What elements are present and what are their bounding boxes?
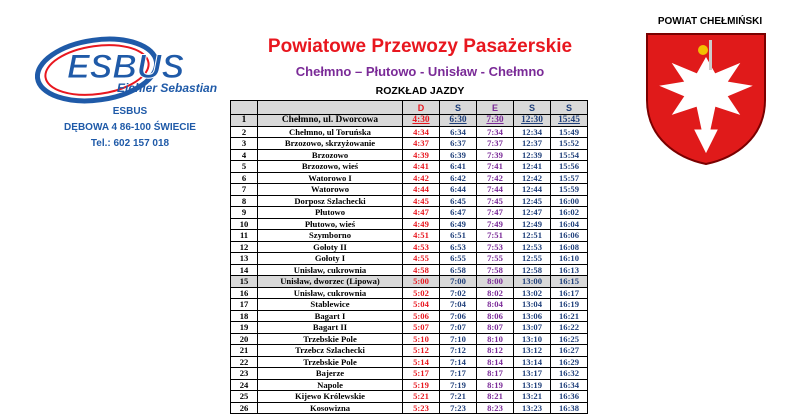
stop-name: Bajerze — [258, 368, 403, 380]
departure-time: 6:55 — [440, 253, 477, 265]
departure-time: 8:12 — [477, 345, 514, 357]
stop-name: Stablewice — [258, 299, 403, 311]
row-number: 17 — [231, 299, 258, 311]
table-row — [231, 402, 588, 414]
departure-time: 15:54 — [551, 149, 588, 161]
header-col-s2: S — [514, 101, 551, 115]
table-row — [231, 241, 588, 253]
stop-name: Brzozowo — [258, 149, 403, 161]
departure-time: 7:41 — [477, 161, 514, 173]
departure-time: 12:55 — [514, 253, 551, 265]
departure-time: 8:04 — [477, 299, 514, 311]
table-row — [231, 276, 588, 288]
departure-time: 4:44 — [403, 184, 440, 196]
departure-time: 16:08 — [551, 241, 588, 253]
row-number: 16 — [231, 287, 258, 299]
row-number: 23 — [231, 368, 258, 380]
departure-time: 4:53 — [403, 241, 440, 253]
departure-time: 12:44 — [514, 184, 551, 196]
departure-time: 7:04 — [440, 299, 477, 311]
departure-time: 4:45 — [403, 195, 440, 207]
table-row — [231, 207, 588, 219]
departure-time: 5:23 — [403, 402, 440, 414]
departure-time: 5:04 — [403, 299, 440, 311]
departure-time: 15:52 — [551, 138, 588, 150]
departure-time: 6:58 — [440, 264, 477, 276]
stop-name: Bagart I — [258, 310, 403, 322]
departure-time: 13:12 — [514, 345, 551, 357]
region-name: POWIAT CHEŁMIŃSKI — [657, 16, 763, 27]
departure-time: 6:34 — [440, 126, 477, 138]
departure-time: 6:53 — [440, 241, 477, 253]
departure-time: 4:51 — [403, 230, 440, 242]
header-stop — [258, 101, 403, 115]
table-row — [231, 138, 588, 150]
departure-time: 7:07 — [440, 322, 477, 334]
departure-time: 5:19 — [403, 379, 440, 391]
departure-time: 5:17 — [403, 368, 440, 380]
departure-time: 7:02 — [440, 287, 477, 299]
row-number: 4 — [231, 149, 258, 161]
stop-name: Watorowo I — [258, 172, 403, 184]
schedule-label: ROZKŁAD JAZDY — [375, 85, 465, 97]
departure-time: 5:06 — [403, 310, 440, 322]
row-number: 6 — [231, 172, 258, 184]
departure-time: 7:49 — [477, 218, 514, 230]
departure-time: 4:55 — [403, 253, 440, 265]
company-name: ESBUS — [112, 106, 148, 117]
departure-time: 4:41 — [403, 161, 440, 173]
departure-time: 13:21 — [514, 391, 551, 403]
table-row — [231, 345, 588, 357]
departure-time: 12:42 — [514, 172, 551, 184]
logo-text: ESBUS — [67, 48, 185, 86]
table-row — [231, 310, 588, 322]
departure-time: 12:41 — [514, 161, 551, 173]
departure-time: 13:00 — [514, 276, 551, 288]
departure-time: 6:37 — [440, 138, 477, 150]
stop-name: Bagart II — [258, 322, 403, 334]
row-number: 25 — [231, 391, 258, 403]
departure-time: 15:59 — [551, 184, 588, 196]
departure-time: 7:23 — [440, 402, 477, 414]
stop-name: Kijewo Królewskie — [258, 391, 403, 403]
departure-time: 7:53 — [477, 241, 514, 253]
departure-time: 4:30 — [403, 115, 440, 127]
header-number — [231, 101, 258, 115]
stop-name: Brzozowo, skrzyżowanie — [258, 138, 403, 150]
departure-time: 8:21 — [477, 391, 514, 403]
row-number: 13 — [231, 253, 258, 265]
route-subtitle: Chełmno – Płutowo - Unisław - Chełmno — [295, 64, 545, 79]
row-number: 22 — [231, 356, 258, 368]
departure-time: 13:14 — [514, 356, 551, 368]
departure-time: 12:34 — [514, 126, 551, 138]
departure-time: 6:39 — [440, 149, 477, 161]
departure-time: 13:04 — [514, 299, 551, 311]
stop-name: Napole — [258, 379, 403, 391]
departure-time: 6:45 — [440, 195, 477, 207]
stop-name: Trzebskie Pole — [258, 333, 403, 345]
departure-time: 12:49 — [514, 218, 551, 230]
table-row — [231, 322, 588, 334]
departure-time: 7:39 — [477, 149, 514, 161]
departure-time: 16:38 — [551, 402, 588, 414]
departure-time: 13:19 — [514, 379, 551, 391]
departure-time: 6:47 — [440, 207, 477, 219]
table-row — [231, 299, 588, 311]
row-number: 12 — [231, 241, 258, 253]
departure-time: 4:37 — [403, 138, 440, 150]
header-col-d: D — [403, 101, 440, 115]
departure-time: 16:04 — [551, 218, 588, 230]
table-row — [231, 115, 588, 127]
row-number: 5 — [231, 161, 258, 173]
departure-time: 13:17 — [514, 368, 551, 380]
row-number: 18 — [231, 310, 258, 322]
departure-time: 16:27 — [551, 345, 588, 357]
departure-time: 13:10 — [514, 333, 551, 345]
departure-time: 12:39 — [514, 149, 551, 161]
departure-time: 7:44 — [477, 184, 514, 196]
row-number: 21 — [231, 345, 258, 357]
row-number: 1 — [231, 115, 258, 127]
table-row — [231, 356, 588, 368]
table-row — [231, 172, 588, 184]
departure-time: 4:49 — [403, 218, 440, 230]
departure-time: 16:34 — [551, 379, 588, 391]
table-row — [231, 230, 588, 242]
stop-name: Płutowo — [258, 207, 403, 219]
departure-time: 5:10 — [403, 333, 440, 345]
table-row — [231, 195, 588, 207]
departure-time: 6:51 — [440, 230, 477, 242]
timetable — [230, 100, 588, 414]
departure-time: 13:02 — [514, 287, 551, 299]
departure-time: 16:36 — [551, 391, 588, 403]
departure-time: 16:00 — [551, 195, 588, 207]
departure-time: 15:57 — [551, 172, 588, 184]
departure-time: 5:02 — [403, 287, 440, 299]
table-row — [231, 379, 588, 391]
departure-time: 6:41 — [440, 161, 477, 173]
departure-time: 12:45 — [514, 195, 551, 207]
departure-time: 7:37 — [477, 138, 514, 150]
departure-time: 16:21 — [551, 310, 588, 322]
departure-time: 6:49 — [440, 218, 477, 230]
departure-time: 12:47 — [514, 207, 551, 219]
departure-time: 7:30 — [477, 115, 514, 127]
stop-name: Trzebskie Pole — [258, 356, 403, 368]
departure-time: 12:53 — [514, 241, 551, 253]
departure-time: 16:06 — [551, 230, 588, 242]
departure-time: 7:21 — [440, 391, 477, 403]
logo-subtext: Eichler Sebastian — [117, 81, 218, 95]
departure-time: 7:42 — [477, 172, 514, 184]
row-number: 14 — [231, 264, 258, 276]
company-phone: Tel.: 602 157 018 — [90, 138, 170, 149]
departure-time: 8:07 — [477, 322, 514, 334]
departure-time: 15:56 — [551, 161, 588, 173]
departure-time: 16:32 — [551, 368, 588, 380]
company-address: DĘBOWA 4 86-100 ŚWIECIE — [64, 122, 196, 133]
departure-time: 7:51 — [477, 230, 514, 242]
departure-time: 6:42 — [440, 172, 477, 184]
departure-time: 13:07 — [514, 322, 551, 334]
row-number: 7 — [231, 184, 258, 196]
departure-time: 7:19 — [440, 379, 477, 391]
stop-name: Brzozowo, wieś — [258, 161, 403, 173]
departure-time: 16:02 — [551, 207, 588, 219]
row-number: 20 — [231, 333, 258, 345]
table-row — [231, 264, 588, 276]
departure-time: 16:19 — [551, 299, 588, 311]
coat-of-arms-icon — [643, 30, 769, 166]
row-number: 24 — [231, 379, 258, 391]
departure-time: 4:39 — [403, 149, 440, 161]
departure-time: 8:00 — [477, 276, 514, 288]
page-title: Powiatowe Przewozy Pasażerskie — [267, 36, 573, 57]
departure-time: 12:37 — [514, 138, 551, 150]
departure-time: 5:00 — [403, 276, 440, 288]
stop-name: Chełmno, ul. Dworcowa — [258, 115, 403, 127]
stop-name: Kosowizna — [258, 402, 403, 414]
departure-time: 5:12 — [403, 345, 440, 357]
departure-time: 7:10 — [440, 333, 477, 345]
table-row — [231, 218, 588, 230]
departure-time: 7:55 — [477, 253, 514, 265]
table-row — [231, 161, 588, 173]
table-header-row — [231, 101, 588, 115]
departure-time: 16:22 — [551, 322, 588, 334]
table-row — [231, 149, 588, 161]
row-number: 15 — [231, 276, 258, 288]
departure-time: 7:47 — [477, 207, 514, 219]
departure-time: 4:42 — [403, 172, 440, 184]
row-number: 2 — [231, 126, 258, 138]
departure-time: 6:30 — [440, 115, 477, 127]
stop-name: Gołoty II — [258, 241, 403, 253]
header-col-e: E — [477, 101, 514, 115]
row-number: 8 — [231, 195, 258, 207]
departure-time: 4:58 — [403, 264, 440, 276]
departure-time: 8:17 — [477, 368, 514, 380]
departure-time: 16:25 — [551, 333, 588, 345]
departure-time: 16:29 — [551, 356, 588, 368]
esbus-logo — [35, 28, 235, 108]
departure-time: 7:58 — [477, 264, 514, 276]
departure-time: 16:13 — [551, 264, 588, 276]
departure-time: 13:06 — [514, 310, 551, 322]
stop-name: Watorowo — [258, 184, 403, 196]
stop-name: Chełmno, ul Toruńska — [258, 126, 403, 138]
stop-name: Unisław, cukrownia — [258, 264, 403, 276]
stop-name: Trzebcz Szlachecki — [258, 345, 403, 357]
table-row — [231, 287, 588, 299]
departure-time: 12:58 — [514, 264, 551, 276]
row-number: 26 — [231, 402, 258, 414]
departure-time: 7:17 — [440, 368, 477, 380]
stop-name: Dorposz Szlachecki — [258, 195, 403, 207]
departure-time: 4:47 — [403, 207, 440, 219]
departure-time: 8:10 — [477, 333, 514, 345]
row-number: 9 — [231, 207, 258, 219]
row-number: 10 — [231, 218, 258, 230]
departure-time: 5:21 — [403, 391, 440, 403]
stop-name: Gołoty I — [258, 253, 403, 265]
table-row — [231, 391, 588, 403]
table-row — [231, 253, 588, 265]
stop-name: Płutowo, wieś — [258, 218, 403, 230]
table-row — [231, 126, 588, 138]
departure-time: 6:44 — [440, 184, 477, 196]
departure-time: 16:15 — [551, 276, 588, 288]
departure-time: 7:00 — [440, 276, 477, 288]
header-col-s1: S — [440, 101, 477, 115]
table-row — [231, 184, 588, 196]
departure-time: 8:02 — [477, 287, 514, 299]
row-number: 3 — [231, 138, 258, 150]
departure-time: 7:14 — [440, 356, 477, 368]
departure-time: 15:49 — [551, 126, 588, 138]
stop-name: Unisław, dworzec (Lipowa) — [258, 276, 403, 288]
table-row — [231, 368, 588, 380]
header-col-s3: S — [551, 101, 588, 115]
departure-time: 8:19 — [477, 379, 514, 391]
departure-time: 16:10 — [551, 253, 588, 265]
departure-time: 5:07 — [403, 322, 440, 334]
departure-time: 4:34 — [403, 126, 440, 138]
row-number: 19 — [231, 322, 258, 334]
departure-time: 12:30 — [514, 115, 551, 127]
row-number: 11 — [231, 230, 258, 242]
table-row — [231, 333, 588, 345]
departure-time: 5:14 — [403, 356, 440, 368]
departure-time: 13:23 — [514, 402, 551, 414]
departure-time: 7:12 — [440, 345, 477, 357]
departure-time: 8:06 — [477, 310, 514, 322]
departure-time: 8:14 — [477, 356, 514, 368]
departure-time: 7:34 — [477, 126, 514, 138]
departure-time: 7:06 — [440, 310, 477, 322]
departure-time: 15:45 — [551, 115, 588, 127]
departure-time: 7:45 — [477, 195, 514, 207]
stop-name: Unisław, cukrownia — [258, 287, 403, 299]
departure-time: 12:51 — [514, 230, 551, 242]
stop-name: Szymborno — [258, 230, 403, 242]
departure-time: 16:17 — [551, 287, 588, 299]
departure-time: 8:23 — [477, 402, 514, 414]
